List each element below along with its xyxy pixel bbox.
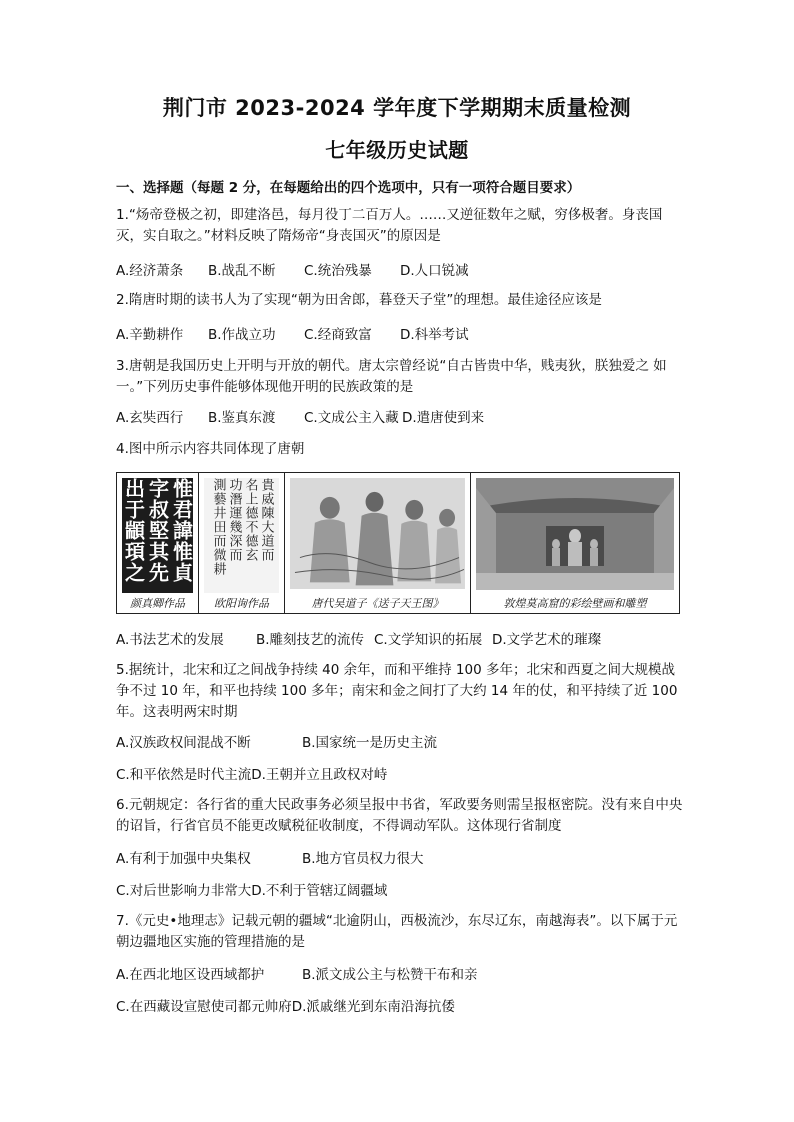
q6-option-a: A.有利于加强中央集权 bbox=[116, 851, 251, 867]
ouyang-column-2: 名上德不德玄 bbox=[242, 478, 258, 562]
q2-option-c: C.经商致富 bbox=[304, 327, 372, 343]
question-6-stem: 6.元朝规定：各行省的重大民政事务必须呈报中书省，军政要务则需呈报枢密院。没有来自中央的诏旨，行省官员不能更改赋税征收制度，不得调动军队。这体现行省制度 bbox=[116, 797, 683, 834]
ouyang-column-3: 功潛運幾深而 bbox=[226, 478, 242, 562]
exam-subtitle: 七年级历史试题 bbox=[325, 138, 469, 162]
q2-option-a: A.辛勤耕作 bbox=[116, 327, 184, 343]
figure-ouyang-xun bbox=[199, 473, 285, 613]
question-3-options bbox=[116, 406, 484, 426]
question-3-stem: 3.唐朝是我国历史上开明与开放的朝代。唐太宗曾经说“自古皆贵中华，贱夷狄，朕独爱之 如一。”下列历史事件能够体现他开明的民族政策的是 bbox=[116, 358, 667, 395]
exam-title: 荆门市 2023-2024 学年度下学期期末质量检测 bbox=[162, 96, 632, 120]
q2-option-b: B.作战立功 bbox=[208, 327, 276, 343]
q7-option-a: A.在西北地区设西域都护 bbox=[116, 967, 265, 983]
q5-option-a: A.汉族政权间混战不断 bbox=[116, 735, 251, 751]
yan-calligraphy-rubbing bbox=[122, 478, 193, 593]
question-7-options-row2 bbox=[116, 995, 455, 1015]
question-4-stem: 4.图中所示内容共同体现了唐朝 bbox=[116, 441, 305, 457]
painting-illustration bbox=[290, 478, 465, 589]
q4-option-d: D.文学艺术的璀璨 bbox=[492, 632, 602, 648]
question-7-stem: 7.《元史•地理志》记载元朝的疆域“北逾阴山，西极流沙，东尽辽东，南越海表”。以下属于元朝边疆地区实施的管理措施的是 bbox=[116, 913, 678, 950]
question-4-options bbox=[116, 628, 601, 648]
section-heading: 一、选择题（每题 2 分，在每题给出的四个选项中，只有一项符合题目要求） bbox=[116, 180, 581, 196]
q6-option-c: C.对后世影响力非常大 bbox=[116, 883, 252, 899]
ouyang-column-1: 貴威陳大道而 bbox=[258, 478, 274, 562]
q6-option-b: B.地方官员权力很大 bbox=[302, 851, 424, 867]
question-5-options-row2 bbox=[116, 763, 387, 783]
q7-option-d: D.派戚继光到东南沿海抗倭 bbox=[291, 999, 455, 1015]
q7-option-b: B.派文成公主与松赞干布和亲 bbox=[302, 967, 478, 983]
q3-option-d: D.遣唐使到来 bbox=[402, 410, 485, 426]
question-5-stem: 5.据统计，北宋和辽之间战争持续 40 余年，而和平维持 100 多年；北宋和西夏之间大规模战争不过 10 年，和平也持续 100 多年；南宋和金之间打了大约 14 年的仗，和平持续了近 100 年。这表明两宋时期 bbox=[116, 662, 678, 720]
yan-column-1: 惟君諱惟貞 bbox=[169, 478, 194, 583]
q4-option-a: A.书法艺术的发展 bbox=[116, 632, 224, 648]
q4-option-c: C.文学知识的拓展 bbox=[374, 632, 483, 648]
question-5-options-row1 bbox=[116, 731, 437, 751]
q5-option-d: D.王朝并立且政权对峙 bbox=[251, 767, 388, 783]
cave-illustration bbox=[476, 478, 674, 590]
q6-option-d: D.不利于管辖辽阔疆域 bbox=[251, 883, 388, 899]
caption-wu-daozi: 唐代吴道子《送子天王图》 bbox=[311, 597, 444, 610]
caption-ouyang: 欧阳询作品 bbox=[214, 597, 269, 610]
yan-column-3: 出于顓頊之 bbox=[121, 478, 146, 583]
question-2-options bbox=[116, 323, 469, 343]
figure-yan-zhenqing bbox=[117, 473, 199, 613]
q1-option-b: B.战乱不断 bbox=[208, 263, 276, 279]
figure-dunhuang bbox=[471, 473, 679, 613]
q5-option-b: B.国家统一是历史主流 bbox=[302, 735, 438, 751]
caption-yan: 颜真卿作品 bbox=[130, 597, 185, 610]
question-2-stem: 2.隋唐时期的读书人为了实现“朝为田舍郎，暮登天子堂”的理想。最佳途径应该是 bbox=[116, 292, 602, 308]
question-6-options-row2 bbox=[116, 879, 387, 899]
q3-option-c: C.文成公主入藏 bbox=[304, 410, 399, 426]
q1-option-a: A.经济萧条 bbox=[116, 263, 184, 279]
q4-option-b: B.雕刻技艺的流传 bbox=[256, 632, 365, 648]
question-1-stem: 1.“炀帝登极之初，即建洛邑，每月役丁二百万人。……又逆征数年之赋，穷侈极奢。身丧国灭，实自取之。”材料反映了隋炀帝“身丧国灭”的原因是 bbox=[116, 207, 663, 244]
q1-option-c: C.统治残暴 bbox=[304, 263, 372, 279]
question-1-options bbox=[116, 259, 469, 279]
ouyang-column-4: 測藝井田而微耕 bbox=[210, 478, 226, 576]
yan-column-2: 字叔堅其先 bbox=[145, 478, 170, 583]
figure-wu-daozi bbox=[285, 473, 471, 613]
q1-option-d: D.人口锐减 bbox=[400, 263, 469, 279]
q3-option-a: A.玄奘西行 bbox=[116, 410, 184, 426]
question-6-options-row1 bbox=[116, 847, 424, 867]
ouyang-calligraphy bbox=[204, 478, 279, 593]
q7-option-c: C.在西藏设宣慰使司都元帅府 bbox=[116, 999, 292, 1015]
question-7-options-row1 bbox=[116, 963, 478, 983]
caption-dunhuang: 敦煌莫高窟的彩绘壁画和雕塑 bbox=[503, 597, 647, 610]
q2-option-d: D.科举考试 bbox=[400, 327, 469, 343]
q3-option-b: B.鉴真东渡 bbox=[208, 410, 276, 426]
question-4-figure bbox=[116, 472, 680, 614]
q5-option-c: C.和平依然是时代主流 bbox=[116, 767, 252, 783]
